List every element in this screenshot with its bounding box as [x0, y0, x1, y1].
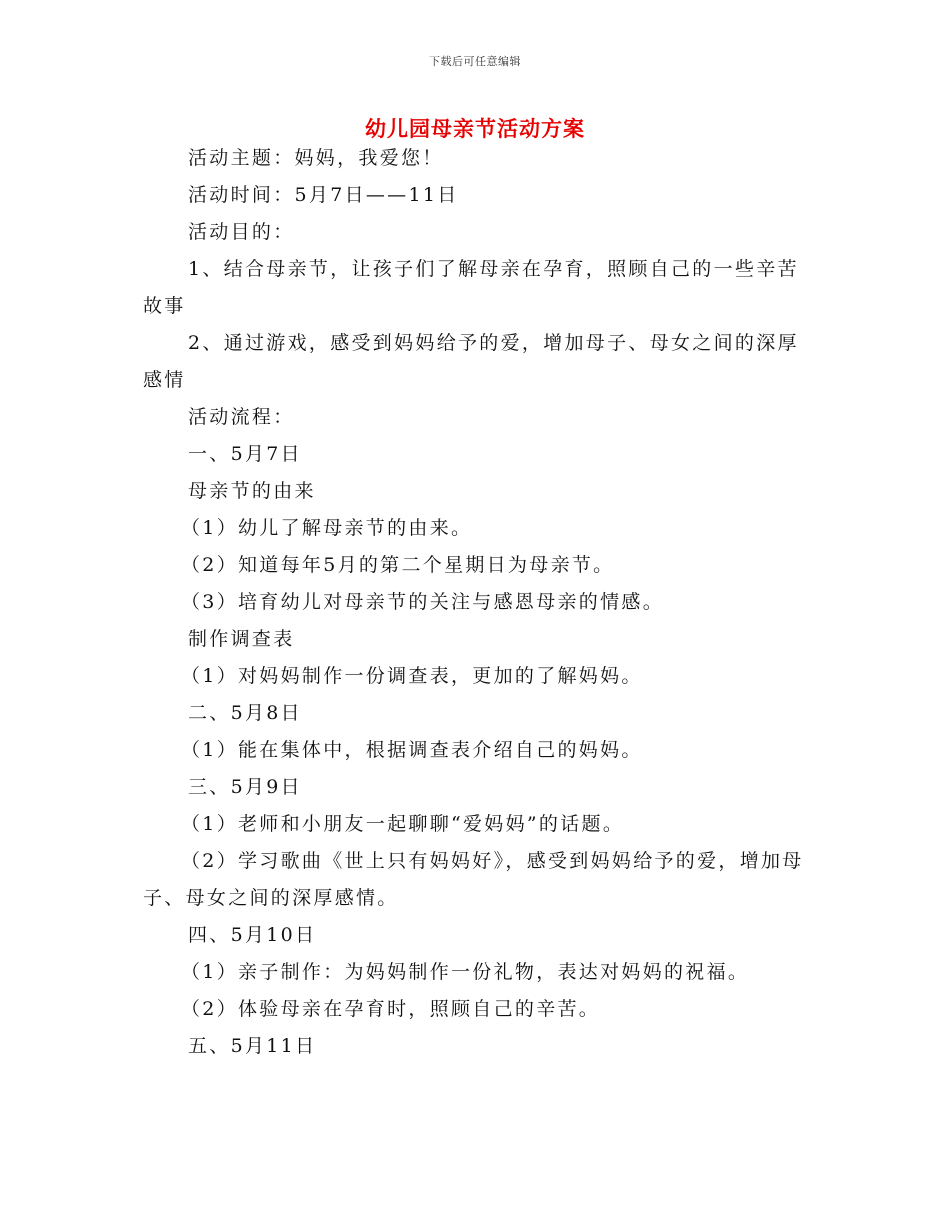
paragraph-purpose-1: 1、结合母亲节，让孩子们了解母亲在孕育，照顾自己的一些辛苦故事 — [143, 258, 799, 317]
paragraph-day-3: 三、5月9日 — [188, 776, 302, 798]
paragraph-origin-2: （2）知道每年5月的第二个星期日为母亲节。 — [181, 554, 615, 576]
paragraph-survey-1: （1）对妈妈制作一份调查表，更加的了解妈妈。 — [181, 665, 643, 687]
paragraph-day-2: 二、5月8日 — [188, 702, 302, 724]
paragraph-day-1: 一、5月7日 — [188, 443, 302, 465]
document-body — [143, 140, 808, 1065]
paragraph-day-4-item-1: （1）亲子制作：为妈妈制作一份礼物，表达对妈妈的祝福。 — [181, 961, 750, 983]
paragraph-origin-heading: 母亲节的由来 — [188, 480, 316, 502]
paragraph-day-5: 五、5月11日 — [188, 1035, 317, 1057]
paragraph-purpose-heading: 活动目的： — [188, 221, 295, 243]
paragraph-day-2-item-1: （1）能在集体中，根据调查表介绍自己的妈妈。 — [181, 739, 643, 761]
paragraph-day-4-item-2: （2）体验母亲在孕育时，照顾自己的辛苦。 — [181, 998, 601, 1020]
paragraph-day-3-item-1: （1）老师和小朋友一起聊聊“爱妈妈”的话题。 — [181, 813, 625, 835]
paragraph-day-4: 四、5月10日 — [188, 924, 317, 946]
header-note: 下载后可任意编辑 — [429, 55, 521, 68]
paragraph-survey-heading: 制作调查表 — [188, 628, 295, 650]
paragraph-theme: 活动主题：妈妈，我爱您！ — [188, 147, 444, 169]
paragraph-origin-3: （3）培育幼儿对母亲节的关注与感恩母亲的情感。 — [181, 591, 664, 613]
paragraph-day-3-item-2: （2）学习歌曲《世上只有妈妈好》，感受到妈妈给予的爱，增加母子、母女之间的深厚感情。 — [143, 850, 804, 909]
paragraph-time: 活动时间：5月7日——11日 — [188, 184, 459, 206]
paragraph-process-heading: 活动流程： — [188, 406, 295, 428]
paragraph-origin-1: （1）幼儿了解母亲节的由来。 — [181, 517, 473, 539]
document-title: 幼儿园母亲节活动方案 — [365, 116, 585, 141]
paragraph-purpose-2: 2、通过游戏，感受到妈妈给予的爱，增加母子、母女之间的深厚感情 — [143, 332, 799, 391]
